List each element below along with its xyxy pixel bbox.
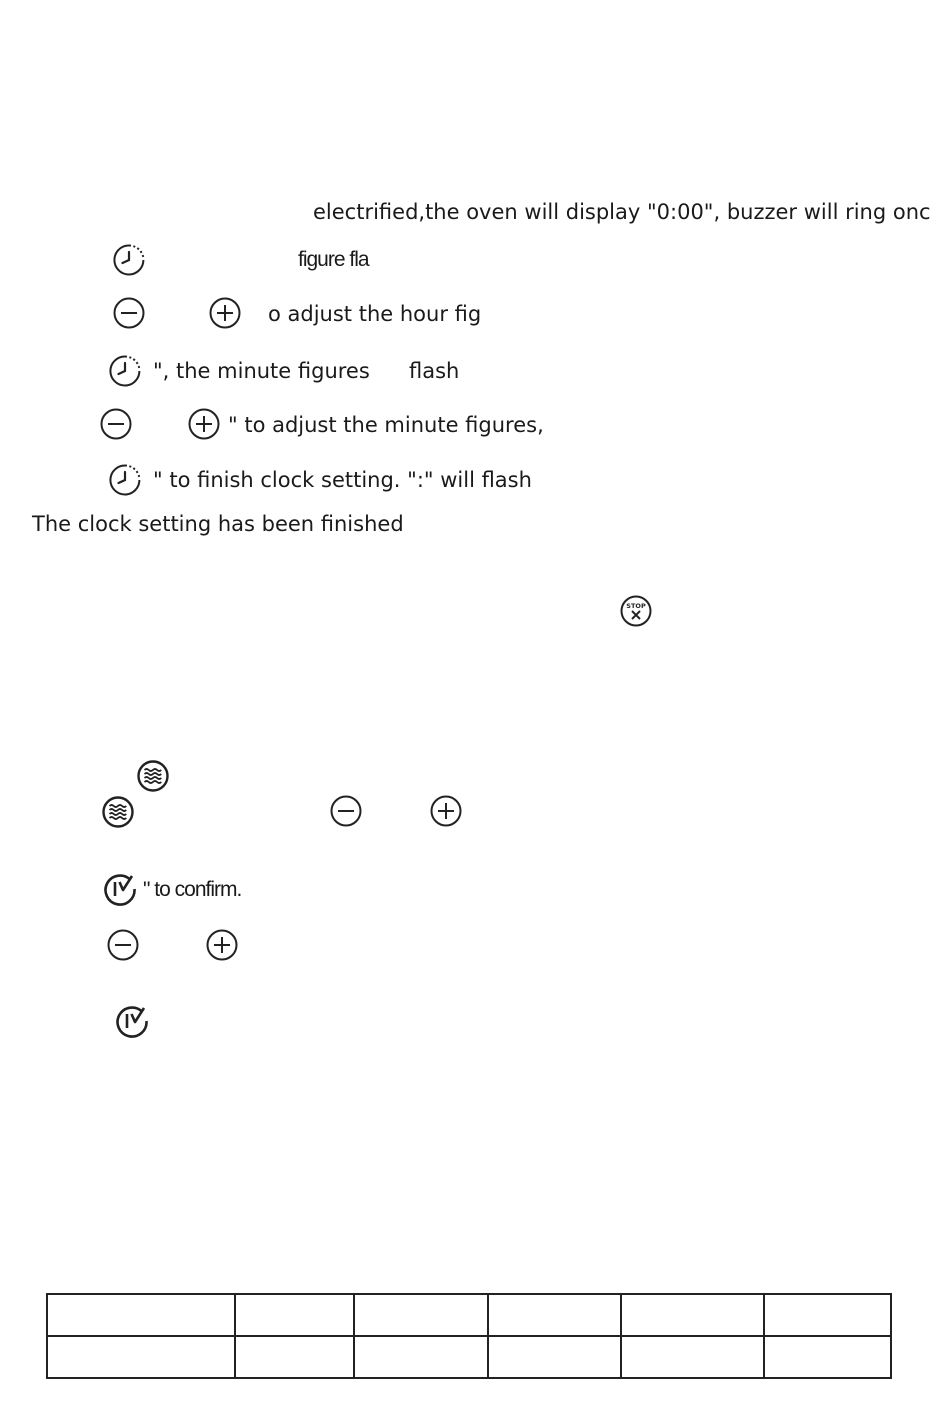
table-cell xyxy=(47,1294,235,1336)
table-cell xyxy=(488,1294,621,1336)
stop-label: STOP xyxy=(626,602,646,610)
table-cell xyxy=(764,1336,891,1378)
text-line-adjust-minute: " to adjust the minute figures, xyxy=(228,413,544,437)
text-line-clock-finished: The clock setting has been finished xyxy=(32,512,404,536)
minus-icon[interactable] xyxy=(329,794,363,828)
stop-cancel-icon[interactable] xyxy=(619,594,653,628)
text-line-finish-clock: " to finish clock setting. ":" will flash xyxy=(153,468,532,492)
text-line-figure-flash: figure fla xyxy=(298,248,369,271)
microwave-icon[interactable] xyxy=(101,795,135,829)
text-line-to-confirm: " to confirm. xyxy=(143,878,242,901)
table-cell xyxy=(354,1336,488,1378)
empty-table xyxy=(46,1293,892,1379)
clock-icon[interactable] xyxy=(108,463,142,497)
table-cell xyxy=(235,1336,355,1378)
microwave-icon[interactable] xyxy=(136,759,170,793)
table-cell xyxy=(764,1294,891,1336)
plus-icon[interactable] xyxy=(208,296,242,330)
plus-icon[interactable] xyxy=(205,928,239,962)
plus-icon[interactable] xyxy=(429,794,463,828)
text-line-adjust-hour: o adjust the hour fig xyxy=(268,302,482,326)
text-line-minute-figures: ", the minute figures xyxy=(153,359,370,383)
table-cell xyxy=(354,1294,488,1336)
table-cell xyxy=(621,1336,765,1378)
text-line-electrified: electrified,the oven will display "0:00", buzzer will ring onc xyxy=(313,200,931,224)
table-row xyxy=(47,1294,891,1336)
clock-icon[interactable] xyxy=(112,243,146,277)
minus-icon[interactable] xyxy=(112,296,146,330)
table-cell xyxy=(621,1294,765,1336)
start-confirm-icon[interactable] xyxy=(115,1004,149,1038)
minus-icon[interactable] xyxy=(106,928,140,962)
minus-icon[interactable] xyxy=(99,407,133,441)
table-cell xyxy=(235,1294,355,1336)
table-cell xyxy=(488,1336,621,1378)
text-line-flash: flash xyxy=(409,359,460,383)
start-confirm-icon[interactable] xyxy=(103,872,137,906)
table-row xyxy=(47,1336,891,1378)
plus-icon[interactable] xyxy=(187,407,221,441)
clock-icon[interactable] xyxy=(108,354,142,388)
table-cell xyxy=(47,1336,235,1378)
